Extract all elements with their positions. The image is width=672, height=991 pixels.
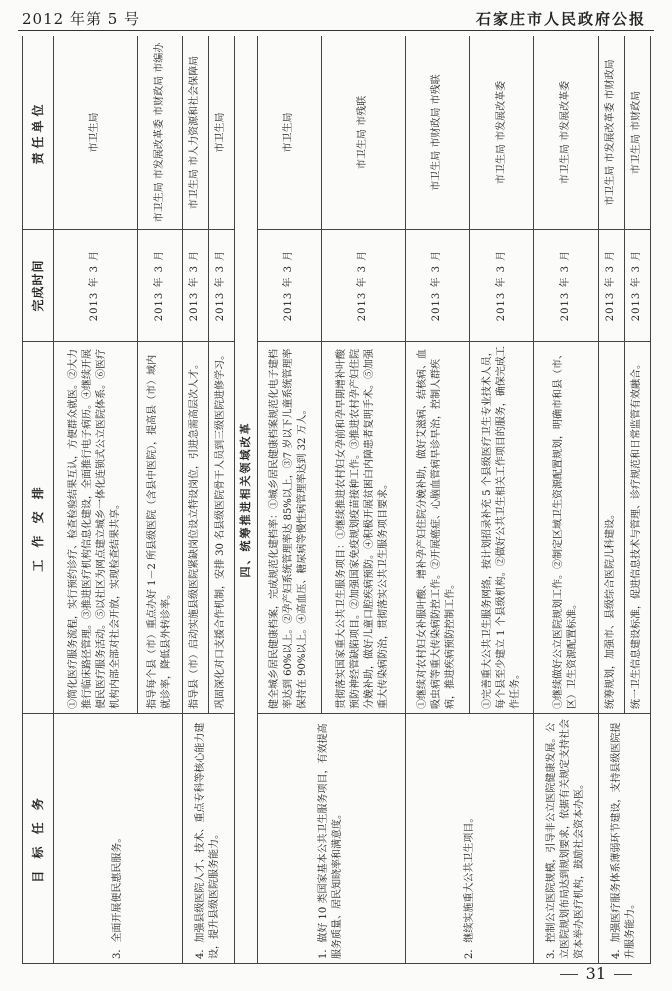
time-cell: 2013 年 3 月 <box>470 230 534 342</box>
plan-cell: ①继续做好公立医院规划工作。②制定区域卫生资源配置规划，明确市和县（市、区）卫生资源配置标准。 <box>534 342 598 714</box>
plan-cell: ①继续对农村妇女补服叶酸、增补孕产妇住院分娩补助，做好艾滋病、结核病、血吸虫病等重大传染病防控工作。②开展癌症、心脑血管病早诊早治，控制人群疾病，推进疾病预防控制工作。 <box>405 342 469 714</box>
time-cell: 2013 年 3 月 <box>534 230 598 342</box>
target-cell: 4．加强医疗服务体系薄弱环节建设，支持县级医院提升服务能力。 <box>598 714 650 964</box>
plan-cell: 指导每个县（市）重点办好 1－2 所县级医院（含县中医院），提高县（市）域内就诊率，降低县外转诊率。 <box>137 342 182 714</box>
target-cell: 2．继续实施重大公共卫生项目。 <box>405 714 534 964</box>
plan-cell: 统筹规划，加强市、县级综合医院儿科建设。 <box>598 342 624 714</box>
time-cell: 2013 年 3 月 <box>137 230 182 342</box>
table-row <box>598 36 624 964</box>
table-row <box>534 36 598 964</box>
unit-cell: 市卫生局 市发展改革委 <box>470 36 534 230</box>
header-plan: 工 作 安 排 <box>23 342 54 714</box>
plan-cell: 巩固深化对口支援合作机制，安排 30 名县级医院骨干人员到三级医院进修学习。 <box>208 342 234 714</box>
table-header-row <box>23 36 54 964</box>
rotated-table-wrapper <box>22 36 651 964</box>
time-cell: 2013 年 3 月 <box>624 230 650 342</box>
plan-cell: ①完善重大公共卫生服务网络，按计划招录补充 5 个县级医疗卫生专业技术人员，每个县至少建立 1 个县级机构。②做好公共卫生相关工作项目的服务，确保完成工作任务。 <box>470 342 534 714</box>
issue-label: 2012 年第 5 号 <box>22 10 141 28</box>
section-row <box>234 36 257 964</box>
header-unit: 责任单位 <box>23 36 54 230</box>
target-cell: 1．做好 10 类国家基本公共卫生服务项目，有效提高服务质量、居民知晓率和满意度。 <box>257 714 405 964</box>
unit-cell: 市卫生局 市人力资源和社会保障局 <box>182 36 208 230</box>
table-row <box>257 36 321 964</box>
plan-cell: 健全城乡居民健康档案，完成规范化建档率：①城乡居民健康档案规范化电子建档率达到 60%以上。②孕产妇系统管理率达 85%以上，③7 岁以下儿童系统管理率保持在 90%以上。④高血压、糖尿病等慢性病管理率达到 32 万人。 <box>257 342 321 714</box>
task-table <box>22 36 651 964</box>
time-cell: 2013 年 3 月 <box>257 230 321 342</box>
unit-cell: 市卫生局 市残联 <box>322 36 406 230</box>
plan-cell: 贯彻落实国家重大公共卫生服务项目：①继续推进农村妇女孕前和孕早期增补叶酸预防神经管缺陷项目。②加强国家免疫规划疫苗接种工作。③推进农村孕产妇住院分娩补助，做好儿童口腔疾病预防。④积极开展贫困白内障患者复明手术。⑤加强重大传染病防治，贯彻落实公共卫生服务项目要求。 <box>322 342 406 714</box>
unit-cell: 市卫生局 市财政局 市残联 <box>405 36 469 230</box>
unit-cell: 市卫生局 <box>54 36 138 230</box>
target-cell: 3．控制公立医院规模，引导非公立医院健康发展。公立医院规划布局达到规划要求，依据有关规定支持社会资本举办医疗机构，鼓励社会资本办医。 <box>534 714 598 964</box>
table-row <box>182 36 208 964</box>
unit-cell: 市卫生局 <box>208 36 234 230</box>
time-cell: 2013 年 3 月 <box>54 230 138 342</box>
section-title: 四、统筹推进相关领域改革 <box>234 36 257 964</box>
target-cell: 3．全面开展便民惠民服务。 <box>54 714 183 964</box>
header-target: 目 标 任 务 <box>23 714 54 964</box>
time-cell: 2013 年 3 月 <box>598 230 624 342</box>
unit-cell: 市卫生局 市发展改革委 市财政局 市编办 <box>137 36 182 230</box>
plan-cell: 统一卫生信息建设标准，促进信息技术与管理、诊疗规范和日常监管有效融合。 <box>624 342 650 714</box>
page-number: 31 <box>552 964 640 983</box>
plan-cell: 指导县（市）启动实施县级医院紧缺岗位设立特设岗位，引进急需高层次人才。 <box>182 342 208 714</box>
time-cell: 2013 年 3 月 <box>208 230 234 342</box>
time-cell: 2013 年 3 月 <box>322 230 406 342</box>
header-rule <box>18 30 654 31</box>
time-cell: 2013 年 3 月 <box>182 230 208 342</box>
target-cell: 4．加强县级医院人才、技术、重点专科等核心能力建设，提升县级医院服务能力。 <box>182 714 234 964</box>
publication-title: 石家庄市人民政府公报 <box>475 10 646 28</box>
time-cell: 2013 年 3 月 <box>405 230 469 342</box>
plan-cell: ①简化医疗服务流程，实行预约诊疗、检查检验结果互认，方便群众就医。②大力推行临床路径管理。③推进医疗机构信息化建设，全面推行电子病历。④继续开展便民医疗服务活动。⑤以社区为网点建立城乡一体化连锁式公立医院体系。⑥医疗机构内部全部对社会开放，实现检查结果共享。 <box>54 342 138 714</box>
unit-cell: 市卫生局 <box>257 36 321 230</box>
unit-cell: 市卫生局 市发展改革委 市财政局 <box>598 36 624 230</box>
table-sheet <box>22 36 651 964</box>
unit-cell: 市卫生局 市发展改革委 <box>534 36 598 230</box>
header-time: 完成时间 <box>23 230 54 342</box>
unit-cell: 市卫生局 市财政局 <box>624 36 650 230</box>
table-row <box>405 36 469 964</box>
running-head <box>0 0 672 32</box>
table-body <box>54 36 651 964</box>
table-row <box>54 36 138 964</box>
